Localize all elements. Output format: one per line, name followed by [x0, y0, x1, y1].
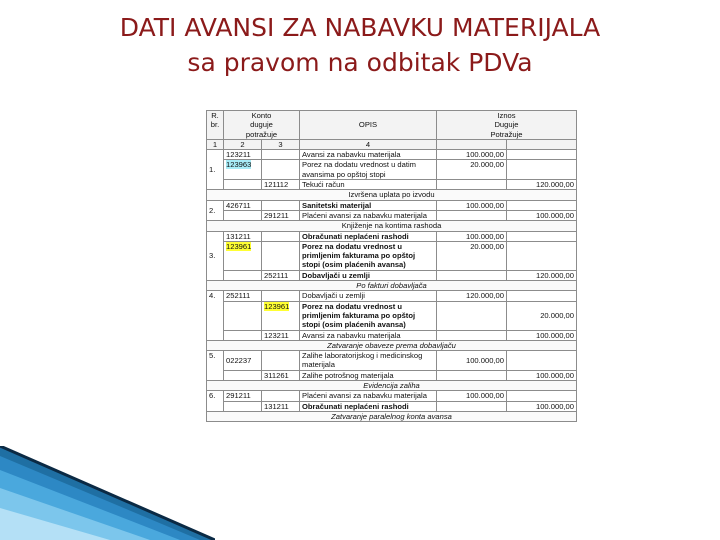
table-row [207, 160, 577, 180]
iznos-duguje: 100.000,00 [437, 150, 507, 160]
opis: Avansi za nabavku materijala [300, 150, 437, 160]
header-num-4: 4 [300, 139, 437, 149]
entry-caption-row [207, 221, 577, 231]
table-row [207, 401, 577, 411]
konto-potrazuje: 123211 [262, 330, 300, 340]
page-subtitle: sa pravom na odbitak PDVa [187, 48, 533, 77]
iznos-duguje: 100.000,00 [437, 200, 507, 210]
header-opis: OPIS [300, 111, 437, 140]
opis: Porez na dodatu vrednost u primljenim fakturama po opštoj stopi (osim plaćenih avansa) [300, 301, 437, 330]
iznos-potrazuje: 100.000,00 [507, 210, 577, 220]
header-iznos: Iznos DugujePotražuje [437, 111, 577, 140]
konto-duguje: 123961 [224, 241, 262, 270]
ledger-table [206, 110, 577, 422]
iznos-potrazuje: 120.000,00 [507, 180, 577, 190]
table-row [207, 291, 577, 301]
opis: Porez na dodatu vrednost u primljenim fakturama po opštoj stopi (osim plaćenih avansa) [300, 241, 437, 270]
opis: Zalihe potrošnog materijala [300, 370, 437, 380]
table-row [207, 150, 577, 160]
table-header-numbers-row [207, 139, 577, 149]
entry-number: 5. [207, 351, 224, 381]
entry-caption: Evidencija zaliha [207, 381, 577, 391]
table-header-row [207, 111, 577, 140]
iznos-duguje: 100.000,00 [437, 351, 507, 371]
table-row [207, 241, 577, 270]
entry-caption: Po fakturi dobavljača [207, 281, 577, 291]
konto-duguje: 426711 [224, 200, 262, 210]
header-num-2: 2 [224, 139, 262, 149]
table-row [207, 370, 577, 380]
opis: Avansi za nabavku materijala [300, 330, 437, 340]
entry-caption: Izvršena uplata po izvodu [207, 190, 577, 200]
konto-duguje: 022237 [224, 351, 262, 371]
iznos-potrazuje: 100.000,00 [507, 401, 577, 411]
iznos-duguje: 20.000,00 [437, 241, 507, 270]
entry-caption-row [207, 281, 577, 291]
iznos-duguje: 120.000,00 [437, 291, 507, 301]
entry-number: 1. [207, 150, 224, 190]
konto-duguje: 123211 [224, 150, 262, 160]
konto-duguje: 291211 [224, 391, 262, 401]
iznos-potrazuje: 100.000,00 [507, 370, 577, 380]
opis: Dobavljači u zemlji [300, 291, 437, 301]
table-row [207, 351, 577, 371]
konto-potrazuje: 291211 [262, 210, 300, 220]
table-row [207, 200, 577, 210]
opis: Obračunati neplaćeni rashodi [300, 231, 437, 241]
entry-number: 2. [207, 200, 224, 221]
konto-duguje: 252111 [224, 291, 262, 301]
entry-number: 3. [207, 231, 224, 280]
table-row [207, 391, 577, 401]
opis: Plaćeni avansi za nabavku materijala [300, 210, 437, 220]
iznos-duguje: 100.000,00 [437, 231, 507, 241]
entry-caption: Knjiženje na kontima rashoda [207, 221, 577, 231]
table-row [207, 180, 577, 190]
konto-duguje: 123963 [224, 160, 262, 180]
iznos-duguje: 20.000,00 [437, 160, 507, 180]
iznos-potrazuje: 120.000,00 [507, 270, 577, 280]
konto-potrazuje: 252111 [262, 270, 300, 280]
entry-caption-row [207, 381, 577, 391]
header-num-1: 1 [207, 139, 224, 149]
entry-caption: Zatvaranje obaveze prema dobavljaču [207, 340, 577, 350]
opis: Sanitetski materijal [300, 200, 437, 210]
konto-duguje: 131211 [224, 231, 262, 241]
entry-caption-row [207, 411, 577, 421]
table-row [207, 210, 577, 220]
iznos-potrazuje: 100.000,00 [507, 330, 577, 340]
opis: Plaćeni avansi za nabavku materijala [300, 391, 437, 401]
iznos-potrazuje: 20.000,00 [507, 301, 577, 330]
page-title: DATI AVANSI ZA NABAVKU MATERIJALA [119, 13, 601, 42]
opis: Tekući račun [300, 180, 437, 190]
konto-potrazuje: 123961 [262, 301, 300, 330]
entry-number: 4. [207, 291, 224, 340]
table-row [207, 301, 577, 330]
opis: Zalihe laboratorijskog i medicinskog materijala [300, 351, 437, 371]
entry-caption: Zatvaranje paralelnog konta avansa [207, 411, 577, 421]
header-num-3: 3 [262, 139, 300, 149]
konto-potrazuje: 121112 [262, 180, 300, 190]
table-row [207, 330, 577, 340]
konto-potrazuje: 311261 [262, 370, 300, 380]
entry-caption-row [207, 340, 577, 350]
header-konto: Konto dugujepotražuje [224, 111, 300, 140]
entry-number: 6. [207, 391, 224, 412]
opis: Dobavljači u zemlji [300, 270, 437, 280]
header-rbr: R. br. [207, 111, 224, 140]
decorative-wedge [0, 446, 215, 540]
entry-caption-row [207, 190, 577, 200]
table-row [207, 231, 577, 241]
table-row [207, 270, 577, 280]
opis: Porez na dodatu vrednost u datim avansima po opštoj stopi [300, 160, 437, 180]
iznos-duguje: 100.000,00 [437, 391, 507, 401]
konto-potrazuje: 131211 [262, 401, 300, 411]
opis: Obračunati neplaćeni rashodi [300, 401, 437, 411]
